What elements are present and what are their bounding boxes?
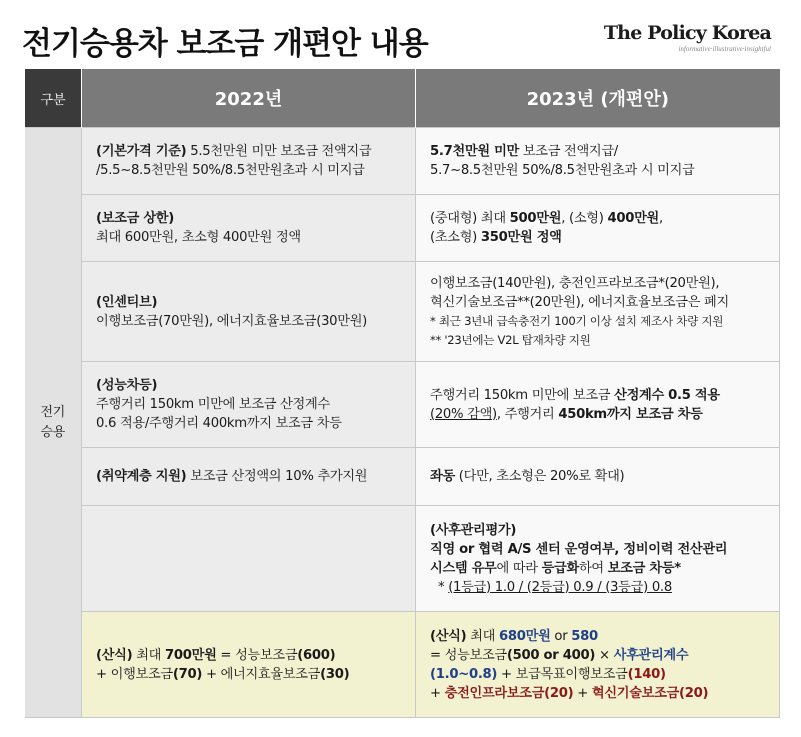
cell-text: + xyxy=(430,685,445,701)
cell-text: 최대 xyxy=(132,647,166,663)
cell-2023-base-price xyxy=(416,128,780,195)
cell-bold: 시스템 유무 xyxy=(430,560,497,576)
cell-bold: (70) xyxy=(172,666,203,682)
cell-text: (중대형) 최대 xyxy=(430,211,510,226)
cell-2022-base-price xyxy=(82,128,416,195)
cell-2023-incentive xyxy=(416,262,780,362)
table-row xyxy=(25,506,780,612)
cell-bold: 450km까지 보조금 차등 xyxy=(558,406,703,422)
cell-bold: (산식) xyxy=(96,647,133,663)
cell-bold: 직영 or 협력 A/S 센터 운영여부, 정비이력 전산관리 xyxy=(430,541,728,557)
cell-text: 최대 600만원, 초소형 400만원 정액 xyxy=(96,230,301,245)
cell-text: , (소형) xyxy=(561,211,608,226)
cell-red: (140) xyxy=(627,666,666,682)
cell-text: 5.5천만원 미만 보조금 전액지급 xyxy=(186,144,372,159)
table-row xyxy=(25,362,780,448)
cell-blue: 사후관리계수 xyxy=(613,647,689,663)
cell-2022-incentive xyxy=(82,262,416,362)
cell-text: 보조금 산정액의 10% 추가지원 xyxy=(186,469,368,484)
cell-bold: (500 or 400) xyxy=(506,647,596,663)
cell-2023-formula xyxy=(416,612,780,718)
cell-underline: (1등급) 1.0 / (2등급) 0.9 / (3등급) 0.8 xyxy=(448,579,672,595)
header-2023: 2023년 (개편안) xyxy=(416,69,780,128)
cell-underline: (20% 감액) xyxy=(430,406,497,422)
cell-bold: 산정계수 0.5 적용 xyxy=(614,387,720,403)
cell-2023-aftercare xyxy=(416,506,780,612)
cell-text: 최대 xyxy=(466,628,500,644)
cell-2022-vulnerable xyxy=(82,448,416,506)
cell-text: + 이행보조금 xyxy=(96,666,173,682)
cell-blue: 580 xyxy=(571,628,598,644)
cell-bold: 500만원 xyxy=(509,211,562,226)
cell-label: (기본가격 기준) xyxy=(96,144,187,159)
table-row xyxy=(25,448,780,506)
cell-text: (초소형) xyxy=(430,230,481,245)
cell-red: 혁신기술보조금(20) xyxy=(591,685,709,701)
cell-bold: 좌동 xyxy=(430,469,455,484)
cell-text: 5.7~8.5천만원 50%/8.5천만원초과 시 미지급 xyxy=(430,163,695,178)
cell-label: (성능차등) xyxy=(96,378,158,393)
cell-red: 충전인프라보조금(20) xyxy=(444,685,574,701)
cell-2023-performance xyxy=(416,362,780,448)
cell-text: /5.5~8.5천만원 50%/8.5천만원초과 시 미지급 xyxy=(96,163,365,178)
cell-2023-vulnerable xyxy=(416,448,780,506)
cell-text: 하여 xyxy=(578,560,608,576)
cell-text: 이행보조금(70만원), 에너지효율보조금(30만원) xyxy=(96,313,367,329)
cell-2022-performance xyxy=(82,362,416,448)
cell-text: 주행거리 150km 미만에 보조금 산정계수 xyxy=(96,397,330,412)
table-row xyxy=(25,612,780,718)
brand-tagline: informative·illustrative·insightful xyxy=(678,45,771,53)
cell-text: 혁신기술보조금**(20만원), 에너지효율보조금은 폐지 xyxy=(430,294,729,310)
cell-blue: (1.0~0.8) xyxy=(430,666,498,682)
cell-text: 주행거리 150km 미만에 보조금 xyxy=(430,387,615,403)
cell-text: 에 따라 xyxy=(496,560,542,576)
cell-blue: 680만원 xyxy=(499,628,551,644)
category-label-line1: 전기 xyxy=(40,404,66,420)
cell-text: or xyxy=(550,628,572,644)
cell-bold: 보조금 차등* xyxy=(607,560,681,576)
cell-text: 0.6 적용/주행거리 400km까지 보조금 차등 xyxy=(96,416,342,431)
cell-bold: (600) xyxy=(297,647,336,663)
cell-2023-cap xyxy=(416,195,780,262)
header-category: 구분 xyxy=(25,69,82,128)
header-2022: 2022년 xyxy=(82,69,416,128)
cell-bold: (사후관리평가) xyxy=(430,522,517,538)
cell-bold: (산식) xyxy=(430,628,467,644)
cell-text: = 성능보조금 xyxy=(216,647,298,663)
category-cell xyxy=(25,128,82,718)
cell-text: = 성능보조금 xyxy=(430,647,507,663)
brand-logo xyxy=(604,22,771,53)
brand-name: The Policy Korea xyxy=(603,22,771,44)
cell-text: (다만, 초소형은 20%로 확대) xyxy=(454,469,625,484)
table-row xyxy=(25,195,780,262)
cell-text: , xyxy=(658,211,663,226)
footnote: ** '23년에는 V2L 탑재차량 지원 xyxy=(430,332,591,347)
cell-text: 보조금 전액지급/ xyxy=(518,144,618,159)
table-row xyxy=(25,128,780,195)
footnote: * 최근 3년내 급속충전기 100기 이상 설치 제조사 차량 지원 xyxy=(430,313,724,328)
cell-2022-cap xyxy=(82,195,416,262)
cell-label: (인센티브) xyxy=(96,294,158,310)
category-label-line2: 승용 xyxy=(40,424,66,440)
cell-text: * xyxy=(438,579,449,595)
cell-text: × xyxy=(595,647,614,663)
cell-label: (보조금 상한) xyxy=(96,211,174,226)
cell-text: 이행보조금(140만원), 충전인프라보조금*(20만원), xyxy=(430,275,720,291)
cell-text: + 에너지효율보조금 xyxy=(202,666,321,682)
cell-text: , 주행거리 xyxy=(496,406,559,422)
subsidy-comparison-table xyxy=(24,69,780,718)
cell-text: + 보급목표이행보조금 xyxy=(497,666,628,682)
cell-bold: 등급화 xyxy=(541,560,579,576)
cell-bold: (30) xyxy=(320,666,350,682)
cell-bold: 5.7천만원 미만 xyxy=(430,144,519,159)
cell-bold: 350만원 정액 xyxy=(480,230,562,245)
table-row xyxy=(25,262,780,362)
header-row xyxy=(25,69,780,128)
cell-2022-empty xyxy=(82,506,416,612)
cell-text: + xyxy=(573,685,592,701)
cell-bold: 700만원 xyxy=(165,647,217,663)
cell-2022-formula xyxy=(82,612,416,718)
cell-label: (취약계층 지원) xyxy=(96,469,187,484)
cell-bold: 400만원 xyxy=(607,211,659,226)
page-title: 전기승용차 보조금 개편안 내용 xyxy=(22,26,428,62)
